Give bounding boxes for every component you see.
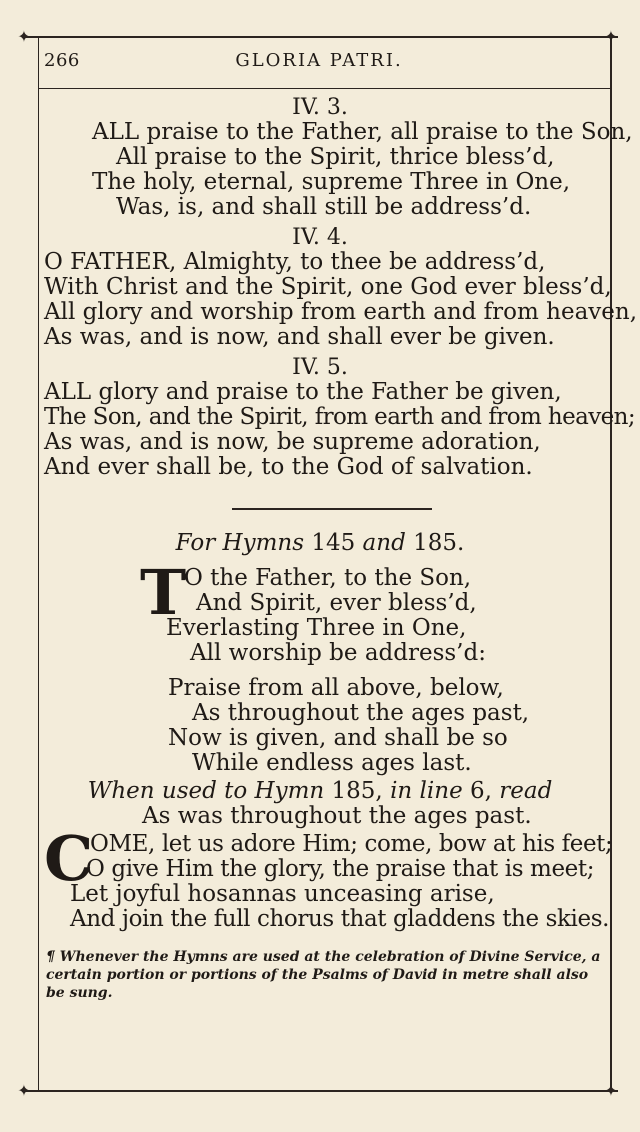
verse-line: O give Him the glory, the praise that is meet; (86, 856, 595, 882)
verse-line: All worship be address’d: (190, 640, 486, 666)
hymn-number: 185. (413, 530, 465, 556)
header-rule (38, 88, 612, 89)
stanza-iv-3 (0, 96, 640, 220)
hymns-heading (0, 530, 640, 556)
hymns-heading-and: and (362, 530, 406, 556)
corner-ornament-icon: ✦ (604, 27, 618, 46)
dropcap-letter: T (140, 556, 187, 629)
verse-line: As was, and is now, be supreme adoration, (44, 429, 541, 455)
corner-ornament-icon: ✦ (17, 1081, 31, 1100)
stanza-iv-4 (0, 226, 640, 350)
verse-line: As was throughout the ages past. (142, 803, 532, 829)
when-used-reading (0, 804, 640, 829)
verse-line: And ever shall be, to the God of salvation. (44, 454, 533, 480)
verse-line: Was, is, and shall still be address’d. (116, 194, 532, 220)
hymn-number: 185, (331, 778, 383, 804)
verse-line: All praise to the Spirit, thrice bless’d, (116, 144, 555, 170)
hymn-praise-stanza (0, 676, 640, 776)
verse-line: And join the full chorus that gladdens the skies. (70, 906, 610, 932)
stanza-label: IV. 4. (292, 225, 348, 250)
verse-line: Let joyful hosannas unceasing arise, (70, 881, 495, 907)
verse-line: O the Father, to the Son, (184, 565, 472, 591)
when-used-suffix: read (499, 778, 553, 804)
when-used-mid: in line (390, 778, 463, 804)
verse-line: Everlasting Three in One, (166, 615, 467, 641)
when-used-prefix: When used to Hymn (87, 778, 325, 804)
verse-line: ALL praise to the Father, all praise to the Son, (92, 119, 633, 145)
page-header (44, 50, 594, 76)
verse-line: As throughout the ages past, (192, 700, 530, 726)
hymn-number: 145 (311, 530, 356, 556)
frame-top-rule (22, 36, 618, 38)
section-divider (232, 508, 432, 510)
stanza-label: IV. 5. (292, 355, 348, 380)
page-number: 266 (44, 50, 80, 71)
verse-line: Praise from all above, below, (168, 675, 504, 701)
hymn-to-stanza (0, 566, 640, 666)
verse-line: The Son, and the Spirit, from earth and from heaven; (44, 404, 636, 430)
hymn-come-stanza (0, 832, 640, 932)
corner-ornament-icon: ✦ (17, 27, 31, 46)
verse-line: ALL glory and praise to the Father be given, (44, 379, 562, 405)
stanza-label: IV. 3. (292, 95, 348, 120)
verse-line: With Christ and the Spirit, one God ever bless’d, (44, 274, 612, 300)
frame-bottom-rule (22, 1090, 618, 1092)
page-title: GLORIA PATRI. (235, 50, 403, 71)
stanza-iv-5 (0, 356, 640, 480)
verse-line: As was, and is now, and shall ever be given. (44, 324, 555, 350)
dropcap-letter: C (44, 822, 94, 895)
verse-line: While endless ages last. (192, 750, 472, 776)
verse-line: Now is given, and shall be so (168, 725, 508, 751)
verse-line: All glory and worship from earth and from heaven, (44, 299, 638, 325)
when-used-heading (0, 778, 640, 804)
line-number: 6, (470, 778, 492, 804)
corner-ornament-icon: ✦ (604, 1081, 618, 1100)
hymns-heading-prefix: For Hymns (175, 530, 305, 556)
verse-line: OME, let us adore Him; come, bow at his feet; (90, 831, 613, 857)
verse-line: O FATHER, Almighty, to thee be address’d, (44, 249, 546, 275)
verse-line: And Spirit, ever bless’d, (196, 590, 477, 616)
footnote: ¶ Whenever the Hymns are used at the celebration of Divine Service, a certain portion or portions of the Psalms of David in metre shall also be sung. (46, 949, 601, 1001)
verse-line: The holy, eternal, supreme Three in One, (92, 169, 571, 195)
